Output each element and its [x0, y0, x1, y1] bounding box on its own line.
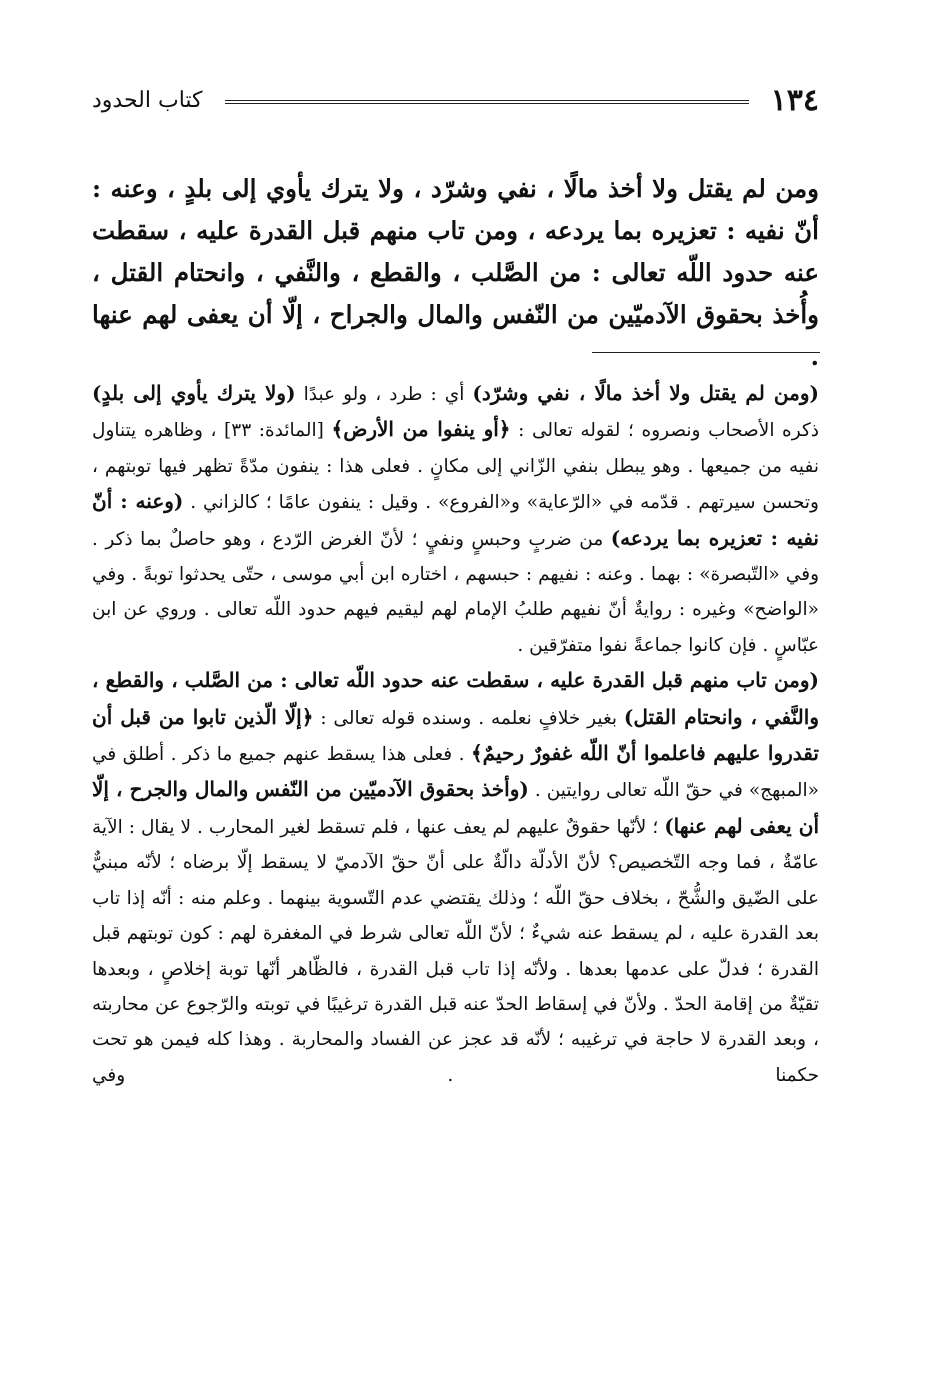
commentary-text: أي : طرد ، ولو عبدًا [295, 384, 473, 405]
commentary-text: ذكره الأصحاب ونصروه ؛ لقوله تعالى : [510, 420, 820, 442]
quoted-text: (ومن تاب منهم قبل القدرة عليه ، سقطت عنه حدود اللّه تعالى : من الصَّلب ، والقطع ، والنَّفي ، وانحتام القتل) [92, 668, 819, 729]
page-number: ١٣٤ [770, 83, 819, 118]
running-title: كتاب الحدود [92, 88, 203, 113]
commentary [92, 376, 819, 1093]
commentary-text: من ضربٍ وحبسٍ ونفيٍ ؛ لأنّ الغرض الرّدع ، وهو حاصلٌ بما ذكر . وفي «التّبصرة» : بهما . وعنه : نفيهم : حبسهم ، اختاره ابن أبي موسى ، حتّى يحدثوا توبةً . وفي «الواضح» وغيره : روايةٌ أنّ نفيهم طلبُ الإمام لهم ليقيم فيهم حدود اللّه تعالى . وروي عن ابن عبّاسٍ . فإن كانوا جماعةً نفوا متفرّقين . [92, 528, 819, 656]
quoted-text: (ومن لم يقتل ولا أخذ مالًا ، نفي وشرّد) [472, 381, 819, 405]
commentary-text: ؛ لأنّها حقوقٌ عليهم لم يعف عنها ، فلم تسقط لغير المحارب . لا يقال : الآية عامّةٌ ، فما وجه التّخصيص؟ لأنّ الأدلّة دالّةٌ على أنّ حقّ الآدميّ لا يسقط إلّا برضاه ؛ لأنّه مبنيٌّ على الضّيق والشُّحّ ، بخلاف حقّ اللّه ؛ وذلك يقتضي عدم التّسوية بينهما . وعلم منه : أنّه إذا تاب بعد القدرة عليه ، لم يسقط عنه شيءٌ ؛ لأنّ اللّه تعالى شرط في المغفرة لهم : كون توبتهم قبل القدرة ؛ فدلّ على عدمها بعدها . ولأنّه إذا تاب قبل القدرة ، فالظّاهر أنّها توبة إخلاصٍ ، وبعدها تقيّةٌ من إقامة الحدّ . ولأنّ في إسقاط الحدّ عنه قبل القدرة ترغيبًا في توبته والرّجوع عن محاربته ، وبعد القدرة لا حاجة في ترغيبه ؛ لأنّه قد عجز عن الفساد والمحاربة . وهذا كله فيمن هو تحت حكمنا . وفي [92, 816, 819, 1086]
page-header [92, 80, 819, 122]
quran-verse: ﴿أو ينفوا من الأرض﴾ [331, 417, 511, 442]
quoted-text: (وعنه : أنّ نفيه : تعزيره بما يردعه) [92, 489, 819, 550]
commentary-paragraph-1 [92, 376, 819, 663]
section-divider [592, 352, 820, 353]
quoted-text: (وأخذ بحقوق الآدميّين من النّفس والمال والجرح ، إلّا أن يعفى لهم عنها) [92, 777, 819, 838]
commentary-text: [المائدة: ٣٣] ، وظاهره يتناول نفيه من جميعها . وهو يبطل بنفي الزّاني إلى مكانٍ . فعلى هذا : ينفون مدّةً تظهر فيها توبتهم ، وتحسن سيرتهم . قدّمه في «الرّعاية» و«الفروع» . وقيل : ينفون عامًا ؛ كالزاني . [92, 420, 819, 514]
quran-verse: ﴿إلّا الّذين تابوا من قبل أن تقدروا عليهم فاعلموا أنّ اللّه غفورٌ رحيمٌ﴾ [92, 704, 819, 766]
commentary-paragraph-2 [92, 663, 819, 1093]
main-text: ومن لم يقتل ولا أخذ مالًا ، نفي وشرّد ، ولا يترك يأوي إلى بلدٍ ، وعنه : أنّ نفيه : تعزيره بما يردعه ، ومن تاب منهم قبل القدرة عليه ، سقطت عنه حدود اللّه تعالى : من الصَّلب ، والقطع ، والنَّفي ، وانحتام القتل ، وأُخذ بحقوق الآدميّين من النّفس والمال والجراح ، إلّا أن يعفى لهم عنها . [92, 174, 819, 371]
commentary-text: بغير خلافٍ نعلمه . وسنده قوله تعالى : [313, 707, 624, 729]
quoted-text: (ولا يترك يأوي إلى بلدٍ) [92, 381, 296, 405]
commentary-text: . فعلى هذا يسقط عنهم جميع ما ذكر . أطلق في «المبهج» في حقّ اللّه تعالى روايتين . [92, 744, 819, 802]
header-rule [225, 98, 749, 104]
